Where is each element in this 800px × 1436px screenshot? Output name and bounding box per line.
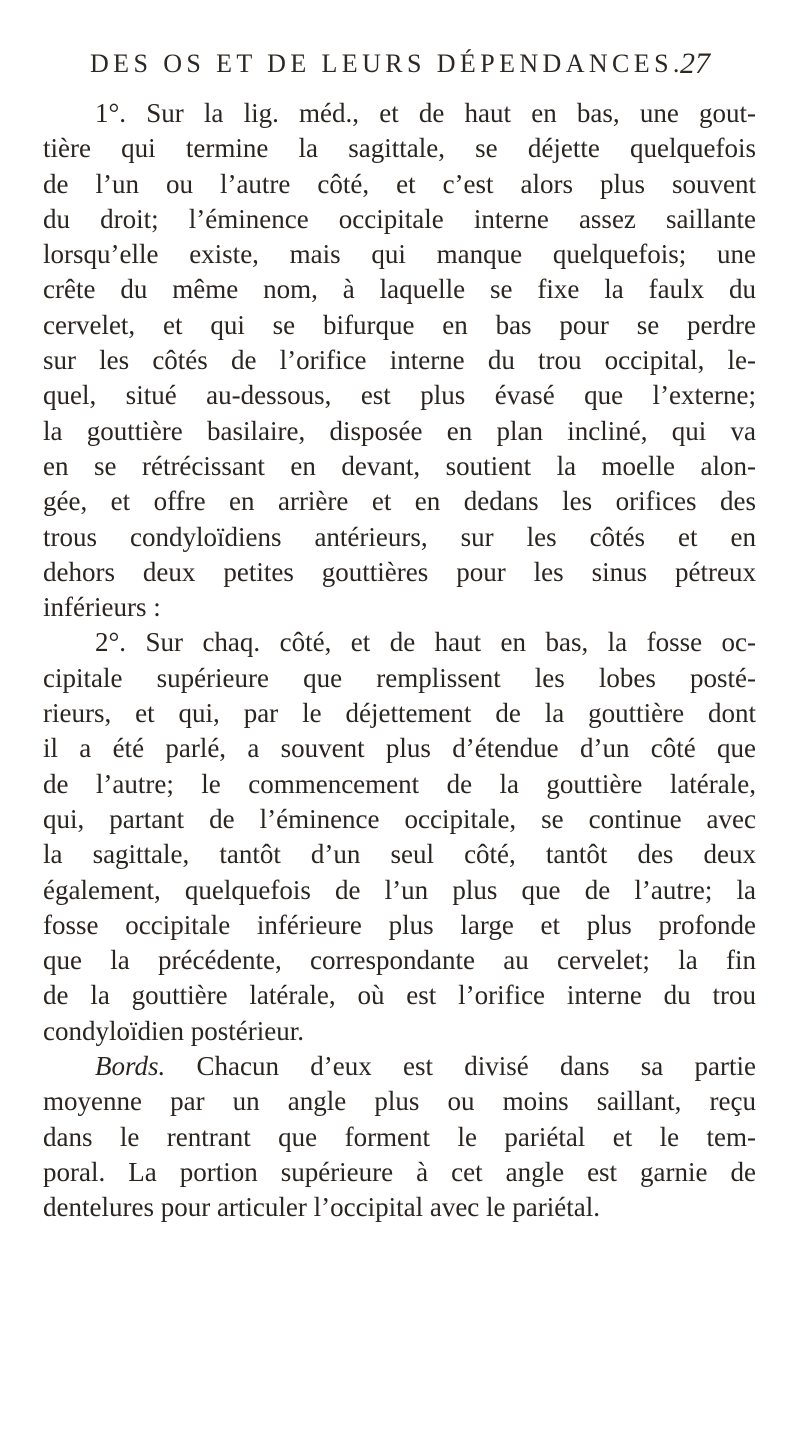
- text-line: 2°. Sur chaq. côté, et de haut en bas, la fosse oc-: [95, 627, 756, 658]
- bords-heading: Bords.: [95, 1051, 166, 1082]
- text-line: sur les côtés de l’orifice interne du trou occipital, le-: [43, 345, 756, 376]
- text-line: il a été parlé, a souvent plus d’étendue d’un côté que: [43, 733, 756, 764]
- text-line: moyenne par un angle plus ou moins saillant, reçu: [43, 1086, 756, 1117]
- text-line: cipitale supérieure que remplissent les lobes posté-: [43, 662, 756, 693]
- text-line: que la précédente, correspondante au cervelet; la fin: [43, 945, 756, 976]
- text-line: de l’autre; le commencement de la gouttière latérale,: [43, 768, 756, 799]
- text-line: de l’un ou l’autre côté, et c’est alors plus souvent: [43, 168, 756, 199]
- text-line: du droit; l’éminence occipitale interne assez saillante: [43, 203, 756, 234]
- text-line: en se rétrécissant en devant, soutient la moelle alon-: [43, 450, 756, 481]
- text-line: condyloïdien postérieur.: [43, 1015, 304, 1046]
- text-line: inférieurs :: [43, 592, 161, 623]
- text-line: quel, situé au-dessous, est plus évasé que l’externe;: [43, 380, 756, 411]
- text-line: dans le rentrant que forment le pariétal et le tem-: [43, 1121, 756, 1152]
- text-line: 1°. Sur la lig. méd., et de haut en bas, une gout-: [95, 98, 756, 128]
- text-line: crête du même nom, à laquelle se fixe la faulx du: [43, 274, 756, 305]
- text-line: dehors deux petites gouttières pour les sinus pétreux: [43, 556, 756, 587]
- text-line: lorsqu’elle existe, mais qui manque quelquefois; une: [43, 239, 756, 270]
- text-line-bords: [43, 1049, 756, 1084]
- text-line: fosse occipitale inférieure plus large et plus profonde: [43, 909, 756, 940]
- text-line: dentelures pour articuler l’occipital avec le pariétal.: [43, 1192, 600, 1223]
- text-line: la gouttière basilaire, disposée en plan incliné, qui va: [43, 415, 756, 446]
- text-line: qui, partant de l’éminence occipitale, se continue avec: [43, 803, 756, 834]
- text-line: poral. La portion supérieure à cet angle est garnie de: [43, 1156, 756, 1187]
- text-line: tière qui termine la sagittale, se déjette quelquefois: [43, 133, 756, 164]
- text-line: rieurs, et qui, par le déjettement de la gouttière dont: [43, 698, 756, 729]
- text-line: gée, et offre en arrière et en dedans les orifices des: [43, 486, 756, 517]
- running-head: [90, 44, 710, 84]
- body-text: [43, 96, 756, 1226]
- running-title: DES OS ET DE LEURS DÉPENDANCES.: [90, 49, 684, 78]
- text-line: la sagittale, tantôt d’un seul côté, tantôt des deux: [43, 839, 756, 870]
- text-line: cervelet, et qui se bifurque en bas pour se perdre: [43, 309, 756, 340]
- text-line: de la gouttière latérale, où est l’orifice interne du trou: [43, 980, 756, 1011]
- page-number: 27: [680, 47, 710, 80]
- text-line: également, quelquefois de l’un plus que de l’autre; la: [43, 874, 756, 905]
- text-line: trous condyloïdiens antérieurs, sur les côtés et en: [43, 521, 756, 552]
- bords-line-text: Chacun d’eux est divisé dans sa partie: [196, 1051, 756, 1082]
